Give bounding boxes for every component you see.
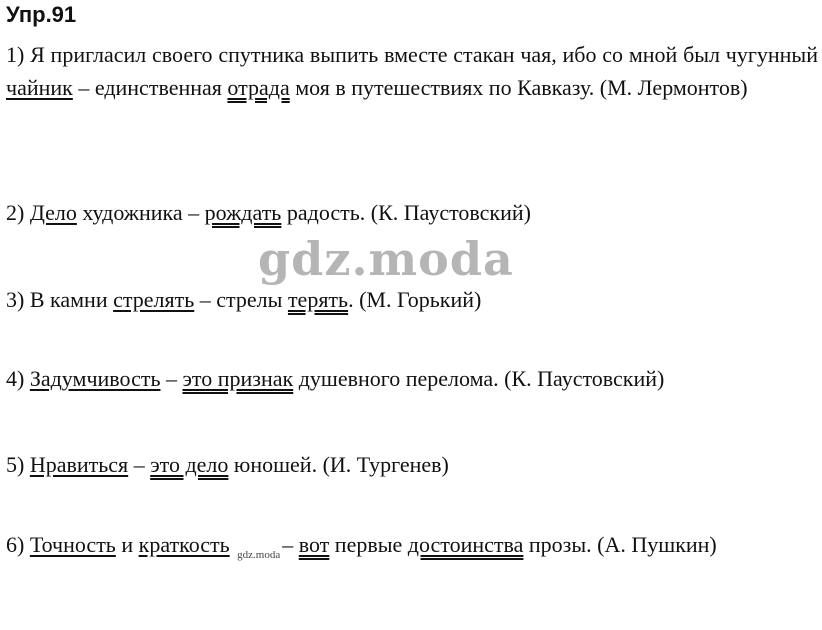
sentence-4-predicate: это признак [182,366,294,391]
sentence-1-text-b: – единственная [72,75,228,100]
sentence-6-text-b: и [115,532,139,557]
sentence-2-subject: Дело [29,200,77,225]
sentence-6 [6,528,818,572]
sentence-6-text-a: 6) [6,532,30,557]
sentence-6-dash: – [282,532,294,557]
exercise-title: Упр.91 [6,2,77,27]
sentence-1-text-a: 1) Я пригласил своего спутника выпить вместе стакан чая, ибо со мной был чугунный [6,42,818,67]
sentence-3-text-b: – стрелы [194,287,288,312]
sentence-3-subject: стрелять [113,287,195,312]
watermark-logo: gdz.moda [258,232,514,286]
sentence-6-subject-2: краткость [138,532,230,557]
sentence-5-subject: Нравиться [29,452,129,477]
watermark-small: gdz.moda [237,549,281,561]
sentence-2 [6,196,818,229]
sentence-2-text-c: радость. (К. Паустовский) [281,200,531,225]
sentence-4 [6,362,818,395]
sentence-5 [6,448,818,481]
sentence-6-subject-1: Точность [29,532,116,557]
sentence-6-predicate-2: достоинства [407,532,524,557]
sentence-5-text-a: 5) [6,452,30,477]
sentence-3-text-a: 3) В камни [6,287,114,312]
sentence-2-text-b: художника – [76,200,205,225]
sentence-4-text-c: душевного перелома. (К. Паустовский) [293,366,665,391]
sentence-2-text-a: 2) [6,200,30,225]
sentence-3-predicate: терять [287,287,349,312]
sentence-6-predicate-1: вот [298,532,330,557]
sentence-3-text-c: . (М. Горький) [348,287,482,312]
sentence-3 [6,283,818,316]
sentence-1-subject: чайник [6,75,73,100]
sentence-6-text-d: прозы. (А. Пушкин) [523,532,717,557]
sentence-1-text-c: моя в путешествиях по Кавказу. (М. Лермонтов) [289,75,748,100]
sentence-6-text-c: первые [329,532,408,557]
sentence-1-predicate: отрада [227,75,290,100]
sentence-4-text-a: 4) [6,366,30,391]
sentence-1 [6,38,818,104]
sentence-5-text-b: – [128,452,151,477]
sentence-5-text-c: юношей. (И. Тургенев) [228,452,449,477]
sentence-4-subject: Задумчивость [29,366,161,391]
sentence-5-predicate: это дело [150,452,229,477]
sentence-2-predicate: рождать [204,200,282,225]
sentence-4-text-b: – [160,366,183,391]
